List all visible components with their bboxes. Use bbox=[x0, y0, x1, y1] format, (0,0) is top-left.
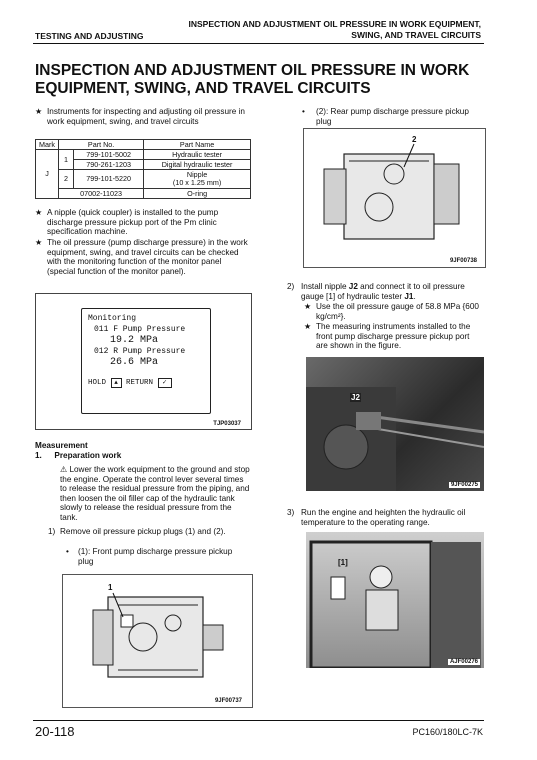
tester-photo bbox=[306, 357, 484, 491]
star-note-2-text: The measuring instruments installed to the front pump discharge pressure pickup port are shown in the figure. bbox=[316, 322, 471, 351]
page-title-line2: EQUIPMENT, SWING, AND TRAVEL CIRCUITS bbox=[35, 80, 371, 97]
table-header: Part Name bbox=[144, 140, 251, 150]
table-mark: J bbox=[36, 150, 59, 199]
model-number: PC160/180LC-7K bbox=[412, 727, 483, 737]
photo-drawing bbox=[306, 532, 484, 668]
measurement-heading: Measurement bbox=[35, 441, 88, 450]
table-cell-line: Nipple bbox=[186, 170, 208, 179]
page-number: 20-118 bbox=[35, 724, 75, 739]
figure-label: [1] bbox=[338, 558, 348, 567]
running-header-left: TESTING AND ADJUSTING bbox=[35, 31, 144, 41]
prep-number: 1. bbox=[35, 451, 42, 460]
star-icon: ★ bbox=[35, 238, 43, 247]
star-icon: ★ bbox=[304, 302, 312, 311]
step-2-text-c: and connect it to oil pressure gauge [1] of hydraulic tester bbox=[301, 282, 465, 301]
table-cell: 790-261-1203 bbox=[74, 160, 144, 170]
star-icon: ★ bbox=[304, 322, 312, 331]
figure-label: 2 bbox=[412, 135, 417, 144]
figure-caption: AJF00276 bbox=[449, 659, 478, 665]
step-2-text-b: J2 bbox=[348, 282, 358, 291]
running-header-right-line1: INSPECTION AND ADJUSTMENT OIL PRESSURE IN WORK EQUIPMENT, bbox=[188, 19, 481, 29]
step-2-text bbox=[301, 282, 483, 301]
prep-heading bbox=[35, 451, 121, 461]
table-cell: Hydraulic tester bbox=[144, 150, 251, 160]
pump-drawing bbox=[63, 575, 252, 707]
triangle-up-icon: ▲ bbox=[111, 378, 122, 388]
table-header: Part No. bbox=[59, 140, 144, 150]
table-cell: Digital hydraulic tester bbox=[144, 160, 251, 170]
bullet-dot: • bbox=[66, 547, 69, 556]
step-3 bbox=[287, 508, 484, 527]
monitor-line: 011 F Pump Pressure bbox=[94, 325, 186, 334]
step-1 bbox=[48, 527, 250, 537]
step-2-text-d: J1 bbox=[404, 291, 414, 301]
figure-label: J2 bbox=[351, 393, 360, 402]
figure-caption: 9JF00738 bbox=[449, 258, 477, 264]
pump-figure-rear bbox=[303, 128, 486, 268]
step-2-number: 2) bbox=[287, 282, 295, 291]
note-2 bbox=[35, 238, 250, 276]
table-cell bbox=[144, 170, 251, 189]
check-icon: ✓ bbox=[158, 378, 172, 388]
monitor-value: 26.6 MPa bbox=[110, 357, 159, 368]
table-cell: 799-101-5220 bbox=[74, 170, 144, 189]
monitor-figure bbox=[35, 293, 252, 430]
bullet-2 bbox=[302, 107, 484, 126]
note-1 bbox=[35, 208, 250, 237]
monitor-buttons bbox=[88, 378, 204, 389]
photo-drawing bbox=[306, 357, 484, 491]
star-icon: ★ bbox=[35, 107, 43, 116]
note-1-text: A nipple (quick coupler) is installed to the pump discharge pressure pickup port of the Pm clinic specification machine. bbox=[47, 208, 219, 237]
step-1-text: Remove oil pressure pickup plugs (1) and (2). bbox=[60, 527, 226, 536]
bullet-1 bbox=[66, 547, 250, 566]
table-cell-line: (10 x 1.25 mm) bbox=[172, 178, 222, 187]
table-sub: 2 bbox=[59, 170, 74, 189]
page-title bbox=[35, 62, 485, 98]
bullet-1-text: (1): Front pump discharge pressure pickup plug bbox=[78, 547, 233, 566]
star-note-1 bbox=[304, 302, 484, 321]
pump-figure-front bbox=[62, 574, 253, 708]
caution-icon: ⚠ bbox=[60, 465, 68, 474]
star-icon: ★ bbox=[35, 208, 43, 217]
monitor-line: Monitoring bbox=[88, 314, 137, 323]
running-header-right-line2: SWING, AND TRAVEL CIRCUITS bbox=[351, 30, 481, 40]
header-rule bbox=[33, 43, 484, 44]
table-cell: 799-101-5002 bbox=[74, 150, 144, 160]
step-3-number: 3) bbox=[287, 508, 295, 517]
step-1-number: 1) bbox=[48, 527, 56, 536]
step-3-text: Run the engine and heighten the hydraulic oil temperature to the operating range. bbox=[301, 508, 466, 527]
bullet-dot: • bbox=[302, 107, 305, 116]
table-cell: O-ring bbox=[144, 189, 251, 199]
instruments-intro-text: Instruments for inspecting and adjusting oil pressure in work equipment, swing, and travel circuits bbox=[47, 107, 245, 126]
prep-title: Preparation work bbox=[54, 451, 122, 460]
instruments-intro bbox=[35, 107, 250, 126]
bullet-2-text: (2): Rear pump discharge pressure pickup plug bbox=[316, 107, 469, 126]
pump-drawing bbox=[304, 129, 485, 267]
step-2-text-a: Install nipple bbox=[301, 282, 349, 291]
monitor-line: 012 R Pump Pressure bbox=[94, 347, 186, 356]
figure-caption: 9JF00737 bbox=[214, 698, 242, 704]
monitor-value: 19.2 MPa bbox=[110, 335, 159, 346]
monitor-screen bbox=[81, 308, 211, 414]
cab-photo bbox=[306, 532, 484, 668]
table-cell: 07002-11023 bbox=[59, 189, 144, 199]
star-note-1-text: Use the oil pressure gauge of 58.8 MPa {600 kg/cm²}. bbox=[316, 302, 479, 321]
return-label: RETURN bbox=[126, 379, 154, 387]
running-header-right bbox=[151, 19, 481, 41]
prep-text-body: Lower the work equipment to the ground and stop the engine. Operate the control lever several times to release the residual pressure from the piping, and then loosen the oil filler cap of the hydraulic tank slowly to release the residual pressure from the tank. bbox=[60, 465, 250, 522]
figure-caption: 9JF00275 bbox=[450, 482, 478, 488]
step-2 bbox=[287, 282, 484, 301]
page-title-line1: INSPECTION AND ADJUSTMENT OIL PRESSURE IN WORK bbox=[35, 62, 470, 79]
figure-label: 1 bbox=[108, 583, 113, 592]
prep-text bbox=[60, 465, 250, 523]
figure-caption: TJP03037 bbox=[213, 421, 241, 427]
tools-table bbox=[35, 139, 251, 199]
table-sub: 1 bbox=[59, 150, 74, 170]
hold-label: HOLD bbox=[88, 379, 107, 387]
note-2-text: The oil pressure (pump discharge pressure) in the work equipment, swing, and travel circuits can be checked with the monitoring function of the monitor panel (special function of the monitor panel). bbox=[47, 238, 248, 276]
star-note-2 bbox=[304, 322, 484, 351]
step-2-text-e: . bbox=[413, 291, 416, 301]
table-header: Mark bbox=[36, 140, 59, 150]
footer-rule bbox=[33, 720, 484, 721]
